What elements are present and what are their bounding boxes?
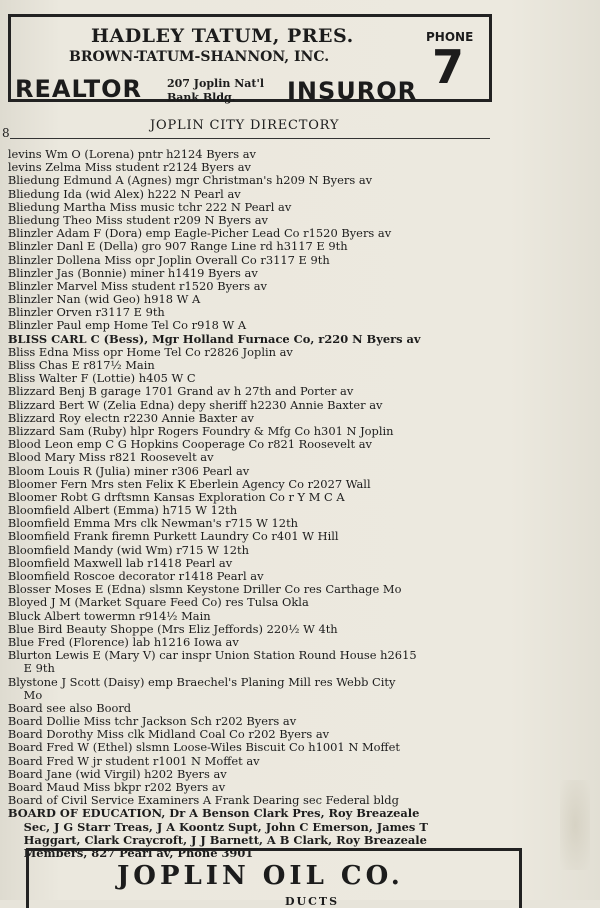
directory-entry: Bliedung Theo Miss student r209 N Byers av xyxy=(7,212,268,227)
directory-entry: Bloomfield Roscoe decorator r1418 Pearl av xyxy=(7,569,264,583)
directory-entry: Bloomfield Mandy (wid Wm) r715 W 12th xyxy=(7,542,249,557)
directory-entry: Bloom Louis R (Julia) miner r306 Pearl av xyxy=(7,463,250,478)
directory-entry: E 9th xyxy=(23,661,55,676)
directory-entry: Board Fred W jr student r1001 N Moffet av xyxy=(7,753,260,768)
directory-entry: Blinzler Paul emp Home Tel Co r918 W A xyxy=(7,318,247,333)
directory-entry: Bliss Edna Miss opr Home Tel Co r2826 Joplin av xyxy=(7,344,293,359)
directory-entry: Blosser Moses E (Edna) slsmn Keystone Driller Co res Carthage Mo xyxy=(7,582,402,597)
directory-entry: Board see also Boord xyxy=(7,700,132,715)
ad-company-line: BROWN-TATUM-SHANNON, INC. xyxy=(69,49,330,65)
directory-entry: Bloomfield Albert (Emma) h715 W 12th xyxy=(7,503,238,518)
directory-entry: Bloomfield Frank firemn Purkett Laundry Co r401 W Hill xyxy=(7,529,339,544)
page-number: 8 xyxy=(2,126,10,140)
directory-entry: Mo xyxy=(23,687,43,702)
directory-entry: Blizzard Roy electn r2230 Annie Baxter av xyxy=(7,410,255,425)
directory-title: JOPLIN CITY DIRECTORY xyxy=(150,118,340,133)
directory-entry: Bloyed J M (Market Square Feed Co) res Tulsa Okla xyxy=(7,595,309,610)
bottom-advertisement xyxy=(26,848,522,908)
directory-entry: Board Maud Miss bkpr r202 Byers av xyxy=(7,780,226,794)
directory-listings xyxy=(0,148,520,860)
directory-entry: Blystone J Scott (Daisy) emp Braechel's Planing Mill res Webb City xyxy=(7,674,396,689)
directory-entry: Sec, J G Starr Treas, J A Koontz Supt, John C Emerson, James T xyxy=(23,819,428,834)
directory-entry: Blizzard Benj B garage 1701 Grand av h 27th and Porter av xyxy=(7,384,354,399)
directory-entry: Bliedung Edmund A (Agnes) mgr Christman's h209 N Byers av xyxy=(7,173,373,188)
directory-entry: Board Jane (wid Virgil) h202 Byers av xyxy=(7,766,227,781)
directory-entry: levins Wm O (Lorena) pntr h2124 Byers av xyxy=(7,147,257,161)
directory-entry: Bloomer Robt G drftsmn Kansas Exploration Co r Y M C A xyxy=(7,489,345,504)
directory-entry: Haggart, Clark Craycroft, J J Barnett, A B Clark, Roy Breazeale xyxy=(23,832,427,847)
ad-realtor-label: REALTOR xyxy=(15,75,143,103)
directory-entry: Bloomer Fern Mrs sten Felix K Eberlein Agency Co r2027 Wall xyxy=(7,476,371,491)
directory-entry: Bliedung Ida (wid Alex) h222 N Pearl av xyxy=(7,186,241,201)
directory-entry: Bloomfield Maxwell lab r1418 Pearl av xyxy=(7,555,233,570)
directory-entry: Board Dorothy Miss clk Midland Coal Co r202 Byers av xyxy=(7,727,330,742)
directory-entry: Blizzard Bert W (Zelia Edna) depy sheriff h2230 Annie Baxter av xyxy=(7,397,383,412)
directory-entry: Bliss Chas E r817½ Main xyxy=(7,358,155,372)
directory-entry: Blood Mary Miss r821 Roosevelt av xyxy=(7,450,214,465)
paper-stain xyxy=(560,780,590,870)
directory-entry: BOARD OF EDUCATION, Dr A Benson Clark Pres, Roy Breazeale xyxy=(7,806,420,821)
directory-entry: Bloomfield Emma Mrs clk Newman's r715 W 12th xyxy=(7,516,299,531)
ad-partial-text: DUCTS xyxy=(285,895,340,908)
directory-entry: Bluck Albert towermn r914½ Main xyxy=(7,608,211,623)
directory-entry: Bliedung Martha Miss music tchr 222 N Pearl av xyxy=(7,199,292,214)
ad-insuror-label: INSUROR xyxy=(287,77,418,105)
directory-entry: Blinzler Marvel Miss student r1520 Byers av xyxy=(7,278,268,293)
ad-president-line: HADLEY TATUM, PRES. xyxy=(91,25,354,47)
directory-entry: Blinzler Orven r3117 E 9th xyxy=(7,305,165,320)
directory-entry: Blurton Lewis E (Mary V) car inspr Union Station Round House h2615 xyxy=(7,648,417,663)
directory-entry: Blinzler Dollena Miss opr Joplin Overall Co r3117 E 9th xyxy=(7,252,330,267)
directory-entry: Blinzler Adam F (Dora) emp Eagle-Picher Lead Co r1520 Byers av xyxy=(7,226,392,241)
ad-phone-number: 7 xyxy=(432,40,465,94)
directory-entry: Blood Leon emp C G Hopkins Cooperage Co r821 Roosevelt av xyxy=(7,437,372,452)
directory-entry: Blizzard Sam (Ruby) hlpr Rogers Foundry & Mfg Co h301 N Joplin xyxy=(7,423,394,438)
directory-entry: Blinzler Jas (Bonnie) miner h1419 Byers av xyxy=(7,265,258,280)
ad-phone-label: PHONE xyxy=(426,30,474,44)
ad-address: 207 Joplin Nat'l Bank Bldg. xyxy=(167,77,265,104)
directory-entry: levins Zelma Miss student r2124 Byers av xyxy=(7,160,251,175)
directory-entry: Board Dollie Miss tchr Jackson Sch r202 Byers av xyxy=(7,714,297,729)
ad-oil-company-name: JOPLIN OIL CO. xyxy=(117,861,404,891)
directory-entry: Board of Civil Service Examiners A Frank Dearing sec Federal bldg xyxy=(7,793,399,808)
top-advertisement xyxy=(8,14,492,105)
directory-entry: Board Fred W (Ethel) slsmn Loose-Wiles Biscuit Co h1001 N Moffet xyxy=(7,740,400,755)
directory-entry: Blinzler Nan (wid Geo) h918 W A xyxy=(7,292,201,307)
directory-entry: Bliss Walter F (Lottie) h405 W C xyxy=(7,371,196,386)
directory-entry: Members, 827 Pearl av, Phone 3901 xyxy=(23,845,254,860)
directory-entry: BLISS CARL C (Bess), Mgr Holland Furnace Co, r220 N Byers av xyxy=(7,331,421,346)
directory-entry: Blinzler Danl E (Della) gro 907 Range Line rd h3117 E 9th xyxy=(7,239,348,254)
directory-entry: Blue Bird Beauty Shoppe (Mrs Eliz Jeffords) 220½ W 4th xyxy=(7,621,338,636)
header-rule xyxy=(10,138,490,139)
directory-entry: Blue Fred (Florence) lab h1216 Iowa av xyxy=(7,634,239,649)
